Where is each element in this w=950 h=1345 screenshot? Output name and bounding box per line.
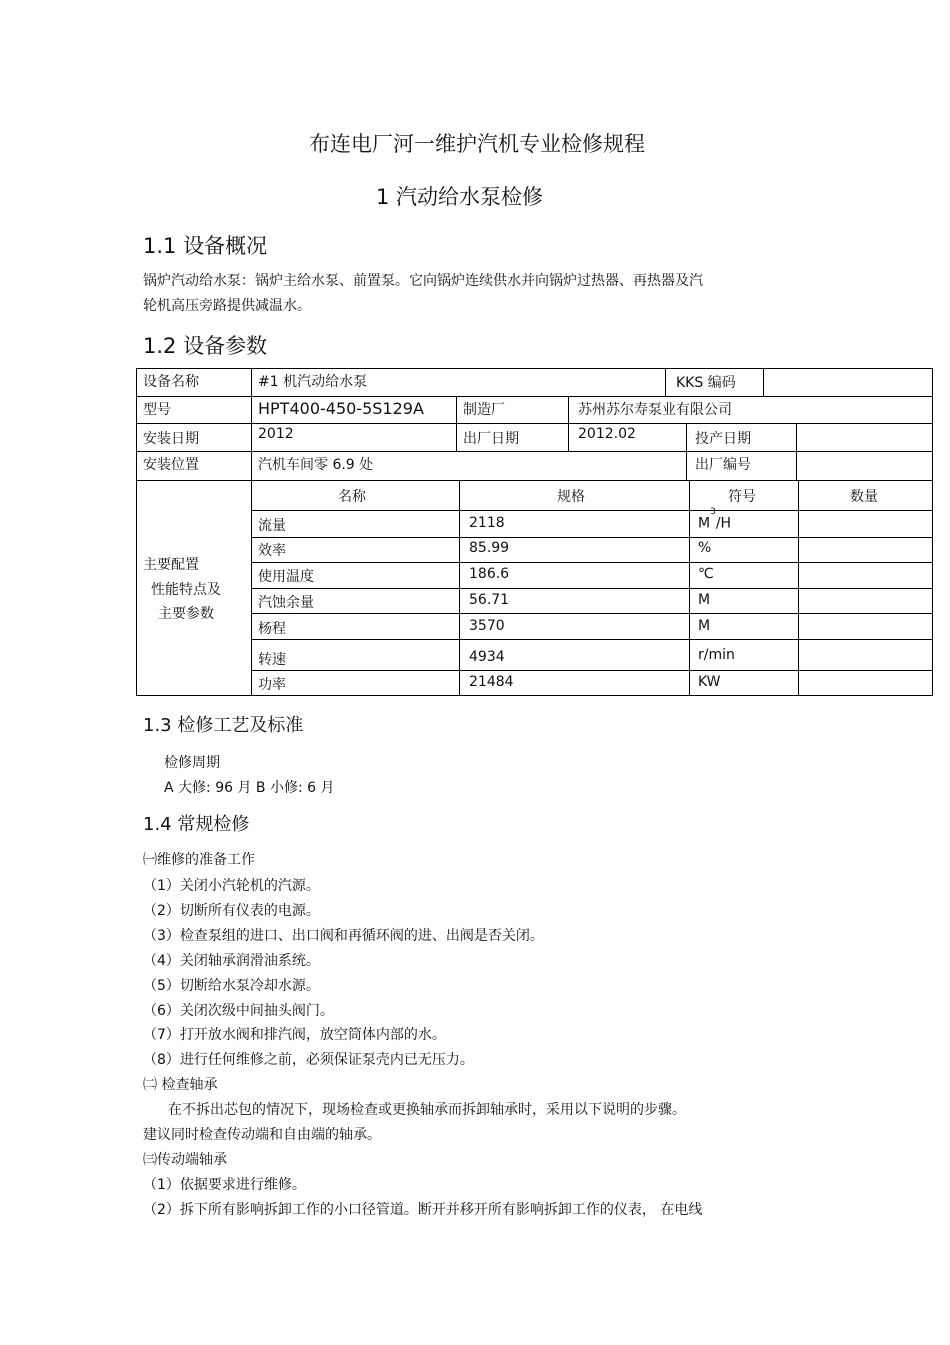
group-label-line-2: 性能特点及 xyxy=(151,582,221,598)
prep-item: （7）打开放水阀和排汽阀，放空筒体内部的水。 xyxy=(143,1027,446,1043)
label-kks-code: KKS 编码 xyxy=(676,375,736,391)
drive-end-heading: ㈢传动端轴承 xyxy=(143,1152,227,1168)
label-commission-date: 投产日期 xyxy=(695,431,751,447)
chapter-title: 1 汽动给水泵检修 xyxy=(376,185,544,209)
value-model: HPT400-450-5S129A xyxy=(258,399,424,418)
row-spec: 186.6 xyxy=(469,566,510,582)
group-label-line-3: 主要参数 xyxy=(158,606,214,622)
prep-item: （2）切断所有仪表的电源。 xyxy=(143,903,320,919)
section-1-4-heading: 1.4 常规检修 xyxy=(143,814,250,835)
row-name: 流量 xyxy=(258,518,286,534)
section-1-2-heading: 1.2 设备参数 xyxy=(143,334,268,358)
row-spec: 56.71 xyxy=(469,592,510,608)
row-spec: 3570 xyxy=(469,618,505,634)
row-symbol: $M^3/H$ xyxy=(698,507,732,532)
row-name: 转速 xyxy=(258,652,286,668)
row-symbol: KW xyxy=(698,674,721,690)
prep-item: （6）关闭次级中间抽头阀门。 xyxy=(143,1003,334,1019)
row-name: 杨程 xyxy=(258,621,286,637)
group-label-line-1: 主要配置 xyxy=(143,557,199,573)
header-symbol: 符号 xyxy=(728,489,756,505)
row-symbol: M xyxy=(698,592,711,608)
row-name: 汽蚀余量 xyxy=(258,595,314,611)
overview-line-1: 锅炉汽动给水泵：锅炉主给水泵、前置泵。它向锅炉连续供水并向锅炉过热器、再热器及汽 xyxy=(143,273,703,289)
header-quantity: 数量 xyxy=(850,489,878,505)
label-model: 型号 xyxy=(143,402,171,418)
row-symbol: % xyxy=(698,540,712,556)
label-install-location: 安装位置 xyxy=(143,457,199,473)
prep-item: （5）切断给水泵冷却水源。 xyxy=(143,978,320,994)
bearing-heading: ㈡ 检查轴承 xyxy=(143,1077,218,1093)
value-install-date: 2012 xyxy=(258,426,294,442)
row-spec: 21484 xyxy=(469,674,514,690)
bearing-paragraph-1: 在不拆出芯包的情况下，现场检查或更换轴承而拆卸轴承时，采用以下说明的步骤。 xyxy=(168,1102,686,1118)
row-name: 效率 xyxy=(258,543,286,559)
overview-line-2: 轮机高压旁路提供减温水。 xyxy=(143,298,311,314)
value-factory-date: 2012.02 xyxy=(578,426,636,442)
label-manufacturer: 制造厂 xyxy=(463,402,505,418)
row-name: 使用温度 xyxy=(258,569,314,585)
maintenance-period-label: 检修周期 xyxy=(164,755,220,771)
value-device-name: #1 机汽动给水泵 xyxy=(258,374,368,390)
header-name: 名称 xyxy=(338,489,366,505)
prep-item: （4）关闭轴承润滑油系统。 xyxy=(143,953,320,969)
row-symbol: ℃ xyxy=(698,566,714,582)
label-device-name: 设备名称 xyxy=(143,374,199,390)
row-symbol: r/min xyxy=(698,647,735,663)
label-factory-number: 出厂编号 xyxy=(695,457,751,473)
label-install-date: 安装日期 xyxy=(143,431,199,447)
value-manufacturer: 苏州苏尔寿泵业有限公司 xyxy=(578,402,732,418)
prep-item: （1）关闭小汽轮机的汽源。 xyxy=(143,878,320,894)
section-1-1-heading: 1.1 设备概况 xyxy=(143,234,268,258)
maintenance-period-detail: A 大修: 96 月 B 小修: 6 月 xyxy=(164,780,335,796)
value-install-location: 汽机车间零 6.9 处 xyxy=(258,457,374,473)
section-1-3-heading: 1.3 检修工艺及标准 xyxy=(143,715,304,736)
label-factory-date: 出厂日期 xyxy=(463,431,519,447)
prep-item: （8）进行任何维修之前，必须保证泵壳内已无压力。 xyxy=(143,1052,474,1068)
row-spec: 85.99 xyxy=(469,540,510,556)
bearing-paragraph-2: 建议同时检查传动端和自由端的轴承。 xyxy=(143,1127,381,1143)
row-spec: 4934 xyxy=(469,649,505,665)
document-title: 布连电厂河一维护汽机专业检修规程 xyxy=(309,132,645,156)
prep-heading: ㈠维修的准备工作 xyxy=(143,852,255,868)
row-name: 功率 xyxy=(258,677,286,693)
prep-item: （3）检查泵组的进口、出口阀和再循环阀的进、出阀是否关闭。 xyxy=(143,928,544,944)
header-spec: 规格 xyxy=(557,489,585,505)
drive-end-item: （1）依据要求进行维修。 xyxy=(143,1177,306,1193)
row-symbol: M xyxy=(698,618,711,634)
drive-end-item: （2）拆下所有影响拆卸工作的小口径管道。断开并移开所有影响拆卸工作的仪表， 在电线 xyxy=(143,1202,703,1218)
row-spec: 2118 xyxy=(469,515,505,531)
